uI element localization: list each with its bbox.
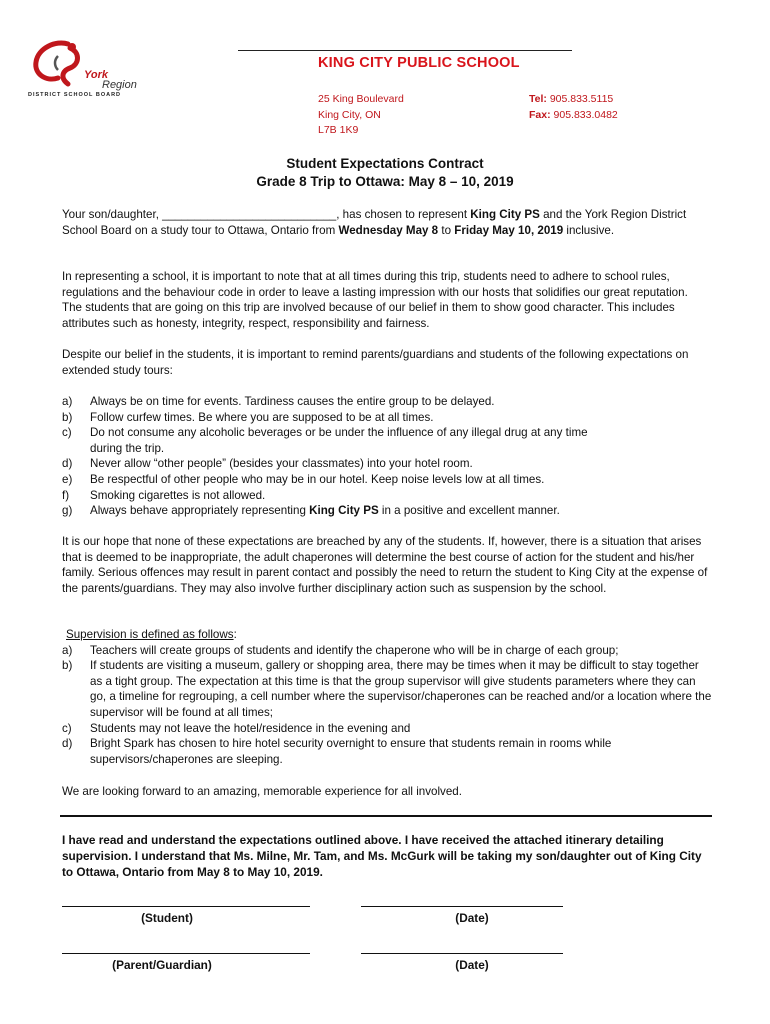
expectations-list [62, 394, 712, 519]
york-region-logo [28, 38, 148, 102]
closing-line: We are looking forward to an amazing, memorable experience for all involved. [62, 785, 462, 798]
doc-title: Student Expectations Contract [286, 156, 484, 171]
list-item: g) Always behave appropriately representing King City PS in a positive and excellent manner. [62, 504, 560, 518]
tel-label: Tel: [529, 93, 547, 105]
student-label: (Student) [141, 911, 193, 925]
list-item: d) Bright Spark has chosen to hire hotel security overnight to ensure that students remain in rooms while supervisors/chaperones are sleeping. [62, 737, 612, 766]
fax-number: 905.833.0482 [553, 108, 618, 121]
logo-york: York [84, 69, 109, 81]
parent-signature-line[interactable] [62, 953, 310, 954]
school-contact [529, 92, 618, 123]
supervision-heading: Supervision is defined as follows: [66, 628, 237, 641]
list-item: d) Never allow “other people” (besides your classmates) into your hotel room. [62, 457, 473, 471]
parent-label: (Parent/Guardian) [112, 958, 212, 972]
list-item: f) Smoking cigarettes is not allowed. [62, 488, 266, 502]
parent-date-line[interactable] [361, 953, 563, 954]
section-divider [60, 815, 712, 817]
logo-board: DISTRICT SCHOOL BOARD [28, 92, 122, 98]
tel-number: 905.833.5115 [549, 93, 614, 105]
date-label: (Date) [455, 911, 489, 925]
logo-region: Region [102, 79, 137, 91]
header-rule [238, 50, 572, 51]
address-line: 25 King Boulevard [318, 93, 404, 105]
list-item: a) Always be on time for events. Tardiness causes the entire group to be delayed. [62, 395, 495, 408]
fax-label: Fax: [529, 108, 551, 121]
supervision-section [62, 627, 712, 767]
declaration-text: I have read and understand the expectations outlined above. I have received the attached itinerary detailing supervision. I understand that Ms. Milne, Mr. Tam, and Ms. McGurk will be taking my son/daughter out of King City to Ottawa, Ontario from May 8 to May 10, 2019. [62, 833, 702, 879]
list-item: e) Be respectful of other people who may be in our hotel. Keep noise levels low at all times. [62, 472, 545, 486]
reminder-paragraph: Despite our belief in the students, it is important to remind parents/guardians and students of the following expectations on extended study tours: [62, 348, 689, 377]
address-line: L7B 1K9 [318, 124, 359, 136]
list-item: b) If students are visiting a museum, gallery or shopping area, there may be times when it may be difficult to stay together as a tight group. The expectation at this time is that the group supervisor will give students parameters where they can go, a timeline for regrouping, a cell number where the supervisor/chaperones can be reached and/or a location where the supervisor will be found at all times; [62, 659, 712, 719]
school-address [318, 92, 404, 139]
conduct-paragraph: In representing a school, it is important to note that at all times during this trip, students need to adhere to school rules, regulations and the behaviour code in order to leave a lasting impression with our hosts that solidifies our great reputation. The students that are going on this trip are involved because of our belief in them to show good character. This includes attributes such as honesty, integrity, respect, responsibility and fairness. [62, 270, 688, 330]
school-name: KING CITY PUBLIC SCHOOL [318, 55, 520, 71]
address-line: King City, ON [318, 108, 381, 121]
consequences-paragraph: It is our hope that none of these expectations are breached by any of the students. If, however, there is a situation that arises that is deemed to be inappropriate, the adult chaperones will determine the best course of action for the student and his/her family. Serious offences may result in parent contact and possibly the need to return the student to King City at the expense of the parents/guardians. They may also involve further disciplinary action such as suspension by the school. [62, 535, 708, 595]
student-signature-line[interactable] [62, 906, 310, 907]
student-date-line[interactable] [361, 906, 563, 907]
list-item: a) Teachers will create groups of students and identify the chaperone who will be in charge of each group; [62, 643, 619, 657]
list-item: b) Follow curfew times. Be where you are supposed to be at all times. [62, 410, 434, 424]
date-label: (Date) [455, 958, 489, 972]
intro-paragraph: Your son/daughter, ___________________________, has chosen to represent King City PS and the York Region District School Board on a study tour to Ottawa, Ontario from Wednesday May 8 to Friday May 10, 2019 inclusive. [62, 208, 687, 237]
list-item: c) Do not consume any alcoholic beverages or be under the influence of any illegal drug at any time during the trip. [62, 426, 588, 455]
doc-subtitle: Grade 8 Trip to Ottawa: May 8 – 10, 2019 [256, 174, 514, 189]
list-item: c) Students may not leave the hotel/residence in the evening and [62, 721, 411, 735]
